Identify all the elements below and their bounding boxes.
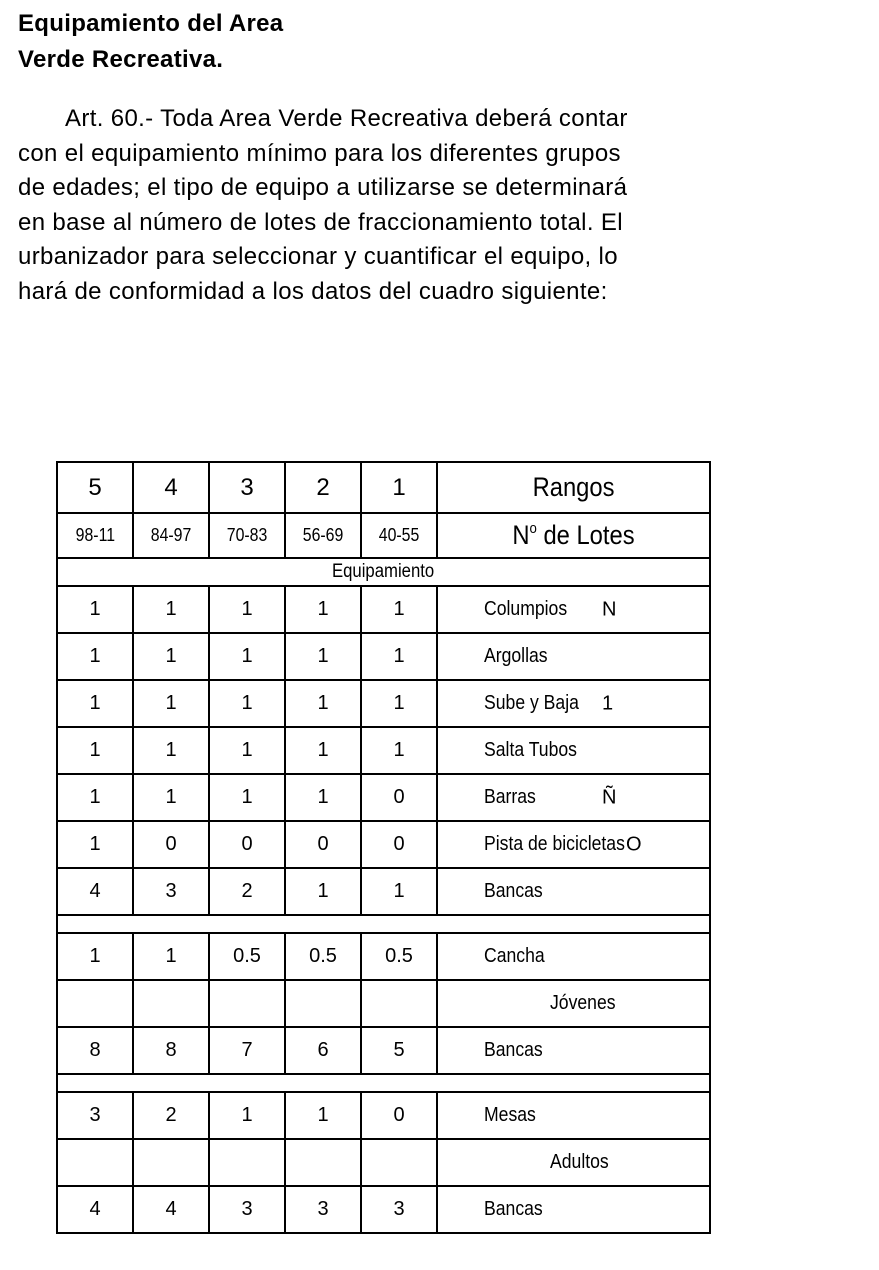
lotes-cell: [361, 513, 437, 558]
lotes-cell: [133, 513, 209, 558]
value-cell: 1: [361, 633, 437, 680]
value-cell: 0: [361, 1092, 437, 1139]
value-cell: 4: [57, 1186, 133, 1233]
item-label-cell: [437, 1186, 710, 1233]
rangos-label-text: Rangos: [532, 472, 615, 502]
value-cell: 1: [209, 633, 285, 680]
value-cell: 5: [361, 1027, 437, 1074]
paragraph-line-6: hará de conformidad a los datos del cuadro siguiente:: [18, 277, 608, 305]
lotes-label-sup: o: [529, 520, 537, 537]
value-cell: 3: [285, 1186, 361, 1233]
item-label-cell: [437, 868, 710, 915]
value-cell: 1: [133, 586, 209, 633]
item-label-cell: [437, 933, 710, 980]
rangos-label: [437, 462, 710, 513]
empty-cell: [361, 980, 437, 1027]
empty-cell: [133, 1139, 209, 1186]
item-label: Sube y Baja: [484, 692, 579, 714]
item-label-cell: [437, 586, 710, 633]
item-label: Pista de bicicletas: [484, 833, 625, 855]
rango-cell: 3: [209, 462, 285, 513]
empty-cell: [57, 980, 133, 1027]
value-cell: 3: [57, 1092, 133, 1139]
value-cell: 2: [133, 1092, 209, 1139]
value-cell: 4: [133, 1186, 209, 1233]
lotes-cell: [57, 513, 133, 558]
paragraph-line-4: en base al número de lotes de fraccionamiento total. El: [18, 208, 623, 236]
value-cell: 1: [361, 586, 437, 633]
empty-cell: [285, 980, 361, 1027]
group-label-row: [57, 1139, 710, 1186]
lotes-value: 70-83: [226, 525, 268, 545]
lotes-label: [437, 513, 710, 558]
value-cell: 3: [133, 868, 209, 915]
item-label: Cancha: [484, 945, 545, 967]
heading-line-2: Verde Recreativa.: [18, 46, 224, 73]
rangos-row: [57, 462, 710, 513]
value-cell: 1: [285, 774, 361, 821]
item-label: Mesas: [484, 1104, 536, 1126]
rango-cell: 1: [361, 462, 437, 513]
table-row: [57, 680, 710, 727]
equipment-table-wrapper: [56, 461, 709, 1234]
separator-cell: [57, 915, 710, 933]
value-cell: 1: [285, 727, 361, 774]
value-cell: 3: [209, 1186, 285, 1233]
value-cell: 1: [57, 933, 133, 980]
item-label: Salta Tubos: [484, 739, 577, 761]
separator-cell: [57, 1074, 710, 1092]
group-label-cell: [437, 980, 710, 1027]
value-cell: 1: [285, 868, 361, 915]
value-cell: 8: [133, 1027, 209, 1074]
table-row: [57, 586, 710, 633]
lotes-value: 56-69: [302, 525, 344, 545]
rango-cell: 4: [133, 462, 209, 513]
table-row: [57, 727, 710, 774]
item-label: Columpios: [484, 598, 568, 620]
lotes-cell: [285, 513, 361, 558]
value-cell: 1: [133, 933, 209, 980]
value-cell: 7: [209, 1027, 285, 1074]
item-label: Bancas: [484, 1039, 543, 1061]
empty-cell: [209, 980, 285, 1027]
lotes-label-text: de Lotes: [536, 520, 635, 550]
value-cell: 1: [361, 680, 437, 727]
value-cell: 1: [57, 821, 133, 868]
empty-cell: [285, 1139, 361, 1186]
item-label-cell: [437, 1027, 710, 1074]
paragraph-line-2: con el equipamiento mínimo para los diferentes grupos: [18, 139, 621, 167]
item-label: Bancas: [484, 880, 543, 902]
item-label: Argollas: [484, 645, 548, 667]
empty-cell: [361, 1139, 437, 1186]
item-mark: 1: [602, 692, 614, 714]
paragraph-line-1: Art. 60.- Toda Area Verde Recreativa deberá contar: [65, 105, 628, 132]
jovenes-label: Jóvenes: [550, 992, 616, 1014]
value-cell: 0: [209, 821, 285, 868]
value-cell: 4: [57, 868, 133, 915]
item-label: Barras: [484, 786, 536, 808]
table-row: [57, 821, 710, 868]
value-cell: 3: [361, 1186, 437, 1233]
item-mark: N: [602, 598, 617, 620]
item-mark: Ñ: [602, 786, 617, 808]
equipamiento-row: [57, 558, 710, 586]
article-paragraph: [18, 102, 758, 309]
lotes-value: 84-97: [150, 525, 192, 545]
value-cell: 6: [285, 1027, 361, 1074]
value-cell: 1: [57, 586, 133, 633]
table-row: [57, 774, 710, 821]
value-cell: 0.5: [285, 933, 361, 980]
item-label-cell: [437, 727, 710, 774]
lotes-label-n: N: [512, 520, 530, 550]
value-cell: 1: [57, 680, 133, 727]
value-cell: 1: [133, 774, 209, 821]
equipment-table: [56, 461, 711, 1234]
paragraph-line-5: urbanizador para seleccionar y cuantificar el equipo, lo: [18, 243, 618, 270]
value-cell: 1: [57, 727, 133, 774]
value-cell: 1: [285, 680, 361, 727]
item-label-cell: [437, 633, 710, 680]
value-cell: 1: [57, 774, 133, 821]
value-cell: 2: [209, 868, 285, 915]
item-label-cell: [437, 774, 710, 821]
adultos-label: Adultos: [550, 1151, 609, 1173]
group-separator: [57, 915, 710, 933]
table-row: [57, 1186, 710, 1233]
item-label-cell: [437, 1092, 710, 1139]
value-cell: 1: [209, 680, 285, 727]
value-cell: 1: [361, 727, 437, 774]
value-cell: 1: [361, 868, 437, 915]
value-cell: 0: [361, 774, 437, 821]
value-cell: 0: [361, 821, 437, 868]
value-cell: 0.5: [361, 933, 437, 980]
value-cell: 1: [285, 633, 361, 680]
empty-cell: [133, 980, 209, 1027]
value-cell: 1: [285, 1092, 361, 1139]
value-cell: 1: [209, 1092, 285, 1139]
item-label-cell: [437, 680, 710, 727]
group-label-row: [57, 980, 710, 1027]
table-row: [57, 1027, 710, 1074]
empty-cell: [57, 1139, 133, 1186]
lotes-value: 98-11: [75, 525, 115, 545]
value-cell: 1: [285, 586, 361, 633]
empty-cell: [209, 1139, 285, 1186]
value-cell: 0: [133, 821, 209, 868]
paragraph-line-3: de edades; el tipo de equipo a utilizarse se determinará: [18, 174, 628, 201]
rango-cell: 5: [57, 462, 133, 513]
value-cell: 1: [133, 633, 209, 680]
equipamiento-header: [57, 558, 710, 586]
value-cell: 1: [57, 633, 133, 680]
table-row: [57, 868, 710, 915]
value-cell: 1: [133, 680, 209, 727]
table-row: [57, 933, 710, 980]
item-mark: O: [626, 833, 642, 855]
value-cell: 8: [57, 1027, 133, 1074]
item-label: Bancas: [484, 1198, 543, 1220]
value-cell: 1: [209, 586, 285, 633]
value-cell: 1: [209, 774, 285, 821]
lotes-row: [57, 513, 710, 558]
group-separator: [57, 1074, 710, 1092]
lotes-cell: [209, 513, 285, 558]
table-row: [57, 1092, 710, 1139]
value-cell: 0.5: [209, 933, 285, 980]
value-cell: 1: [133, 727, 209, 774]
table-row: [57, 633, 710, 680]
item-label-cell: [437, 821, 710, 868]
heading-line-1: Equipamiento del Area: [18, 10, 284, 37]
lotes-value: 40-55: [378, 525, 420, 545]
value-cell: 0: [285, 821, 361, 868]
heading: [18, 6, 283, 78]
equipamiento-label: Equipamiento: [332, 561, 435, 582]
group-label-cell: [437, 1139, 710, 1186]
rango-cell: 2: [285, 462, 361, 513]
value-cell: 1: [209, 727, 285, 774]
